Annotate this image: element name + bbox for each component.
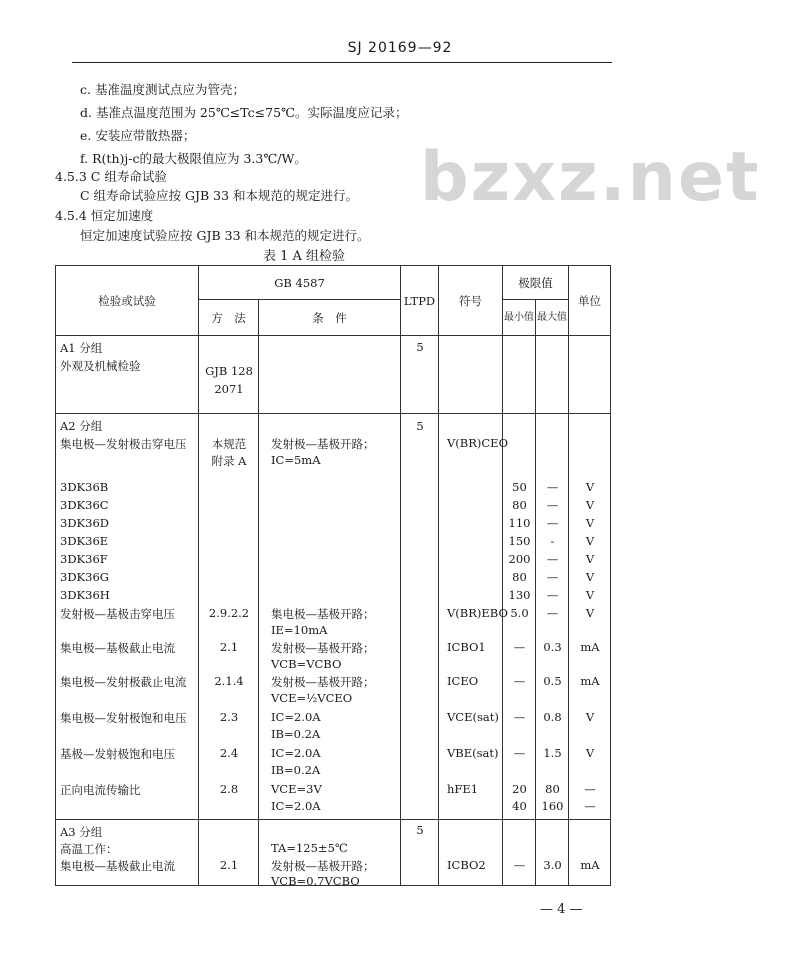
a3-min: — — [513, 858, 526, 872]
a2-max: — — [546, 516, 559, 530]
header-unit: 单位 — [569, 266, 611, 336]
a2-unit: V — [585, 746, 595, 760]
a2-min: 20 — [512, 782, 527, 796]
a2-max: — — [546, 498, 559, 512]
a2-min: 80 — [512, 498, 527, 512]
a2-condition: IC=5mA — [271, 453, 321, 467]
a2-unit: — — [584, 799, 596, 813]
a3-condition: TA=125±5℃ — [271, 841, 348, 855]
a2-item: 正向电流传输比 — [60, 783, 141, 797]
a2-max: — — [546, 606, 559, 620]
a2-method: 本规范 — [211, 437, 247, 451]
a2-item: 发射极—基极击穿电压 — [60, 607, 175, 621]
header-min: 最小值 — [503, 300, 536, 336]
a2-symbol: V(BR)EBO — [447, 606, 508, 620]
a2-method: 附录 A — [211, 454, 247, 468]
a2-item: 集电极—发射极饱和电压 — [60, 711, 187, 725]
a2-item: 集电极—发射极击穿电压 — [60, 437, 187, 451]
a2-unit: V — [585, 498, 595, 512]
text-line: e. 安装应带散热器； — [80, 128, 196, 143]
a2-unit: mA — [580, 674, 600, 688]
a2-symbol: hFE1 — [447, 782, 479, 796]
a2-unit: V — [585, 552, 595, 566]
a2-max: - — [550, 534, 555, 548]
page-number: — 4 — — [540, 902, 583, 917]
watermark: bzxz.net — [420, 138, 761, 217]
a3-symbol: ICBO2 — [447, 858, 486, 872]
a2-min: — — [513, 746, 526, 760]
a2-method: 2.4 — [219, 746, 239, 760]
a2-min: — — [513, 674, 526, 688]
a3-ltpd: 5 — [416, 823, 424, 837]
a2-max: — — [546, 588, 559, 602]
model-label: 3DK36G — [60, 570, 109, 584]
a2-min: 80 — [512, 570, 527, 584]
a2-method: 2.8 — [219, 782, 239, 796]
header-limit: 极限值 — [503, 266, 569, 300]
a2-max: 80 — [545, 782, 560, 796]
header-method: 方 法 — [199, 300, 259, 336]
a2-method: 2.9.2.2 — [208, 606, 250, 620]
a3-condition: VCB=0.7VCBO — [271, 874, 360, 888]
header-condition: 条 件 — [259, 300, 401, 336]
a3-group-label: A3 分组 — [60, 825, 103, 839]
a3-method: 2.1 — [219, 858, 239, 872]
a2-condition: VCE=3V — [271, 782, 322, 796]
a2-max: — — [546, 480, 559, 494]
a2-item: 集电极—发射极截止电流 — [60, 675, 187, 689]
a2-max: 160 — [541, 799, 564, 813]
a2-min: 110 — [508, 516, 531, 530]
table-title: 表 1 A 组检验 — [263, 249, 346, 264]
a3-condition: 发射极—基极开路； — [271, 859, 375, 873]
a2-condition: IE=10mA — [271, 623, 328, 637]
a2-max: 0.8 — [543, 710, 562, 724]
header-max: 最大值 — [536, 300, 569, 336]
a2-condition: IB=0.2A — [271, 727, 321, 741]
a3-unit: mA — [580, 858, 600, 872]
model-label: 3DK36B — [60, 480, 109, 494]
a1-method: GJB 128 — [205, 364, 253, 378]
a2-min: 200 — [508, 552, 531, 566]
a2-ltpd: 5 — [416, 419, 424, 433]
a2-max: 0.3 — [543, 640, 562, 654]
a-group-table — [55, 265, 611, 886]
a2-condition: VCB=VCBO — [271, 657, 342, 671]
a2-item: 基极—发射极饱和电压 — [60, 747, 175, 761]
a2-item: 集电极—基极截止电流 — [60, 641, 175, 655]
a3-subtitle: 高温工作： — [60, 842, 118, 856]
a2-min: — — [513, 710, 526, 724]
model-label: 3DK36C — [60, 498, 109, 512]
a2-symbol: ICBO1 — [447, 640, 486, 654]
a2-unit: — — [584, 782, 596, 796]
a2-symbol: V(BR)CEO — [447, 436, 509, 450]
section-heading: 4.5.3 C 组寿命试验 — [55, 169, 167, 184]
a2-group-label: A2 分组 — [60, 419, 103, 433]
a2-condition: IB=0.2A — [271, 763, 321, 777]
a1-item: 外观及机械检验 — [60, 359, 141, 373]
a2-condition: VCE=½VCEO — [271, 691, 353, 705]
a3-item: 集电极—基极截止电流 — [60, 859, 175, 873]
a2-condition: IC=2.0A — [271, 710, 321, 724]
a1-method-2: 2071 — [214, 382, 244, 396]
a2-condition: 发射极—基极开路； — [271, 641, 375, 655]
a2-unit: V — [585, 480, 595, 494]
a2-min: 50 — [512, 480, 527, 494]
a2-condition: 集电极—基极开路； — [271, 607, 375, 621]
header-item: 检验或试验 — [56, 266, 199, 336]
a2-unit: V — [585, 534, 595, 548]
a2-symbol: VBE(sat) — [447, 746, 499, 760]
model-label: 3DK36D — [60, 516, 109, 530]
a2-symbol: ICEO — [447, 674, 479, 688]
a2-method: 2.1 — [219, 640, 239, 654]
a2-unit: V — [585, 570, 595, 584]
header-ltpd: LTPD — [401, 266, 439, 336]
text-line: 恒定加速度试验应按 GJB 33 和本规范的规定进行。 — [80, 228, 370, 243]
model-label: 3DK36E — [60, 534, 109, 548]
a2-min: 130 — [508, 588, 531, 602]
model-label: 3DK36H — [60, 588, 110, 602]
a2-condition: 发射极—基极开路； — [271, 437, 375, 451]
a2-symbol: VCE(sat) — [447, 710, 499, 724]
section-heading: 4.5.4 恒定加速度 — [55, 208, 154, 223]
a2-max: — — [546, 552, 559, 566]
a2-unit: V — [585, 710, 595, 724]
header-rule — [72, 62, 612, 63]
a2-unit: V — [585, 516, 595, 530]
a2-unit: V — [585, 606, 595, 620]
a2-max: 1.5 — [543, 746, 562, 760]
a2-min: — — [513, 640, 526, 654]
a2-unit: mA — [580, 640, 600, 654]
a1-group-label: A1 分组 — [60, 341, 103, 355]
a2-condition: IC=2.0A — [271, 746, 321, 760]
header-gb: GB 4587 — [199, 266, 401, 300]
a3-max: 3.0 — [543, 858, 562, 872]
a2-unit: V — [585, 588, 595, 602]
a2-max: 0.5 — [543, 674, 562, 688]
a2-condition: IC=2.0A — [271, 799, 321, 813]
a2-method: 2.1.4 — [214, 674, 244, 688]
text-line: C 组寿命试验应按 GJB 33 和本规范的规定进行。 — [80, 188, 359, 203]
text-line: c. 基准温度测试点应为管壳； — [80, 82, 245, 97]
a2-min: 5.0 — [510, 606, 529, 620]
a2-method: 2.3 — [219, 710, 239, 724]
text-line: f. R(th)j-c的最大极限值应为 3.3℃/W。 — [80, 151, 307, 166]
document-header: SJ 20169—92 — [347, 40, 453, 56]
a2-min: 40 — [512, 799, 527, 813]
header-symbol: 符号 — [439, 266, 503, 336]
a2-condition: 发射极—基极开路； — [271, 675, 375, 689]
a1-ltpd: 5 — [416, 340, 424, 354]
a2-min: 150 — [508, 534, 531, 548]
model-label: 3DK36F — [60, 552, 108, 566]
text-line: d. 基准点温度范围为 25℃≤Tc≤75℃。实际温度应记录； — [80, 105, 408, 120]
a2-max: — — [546, 570, 559, 584]
